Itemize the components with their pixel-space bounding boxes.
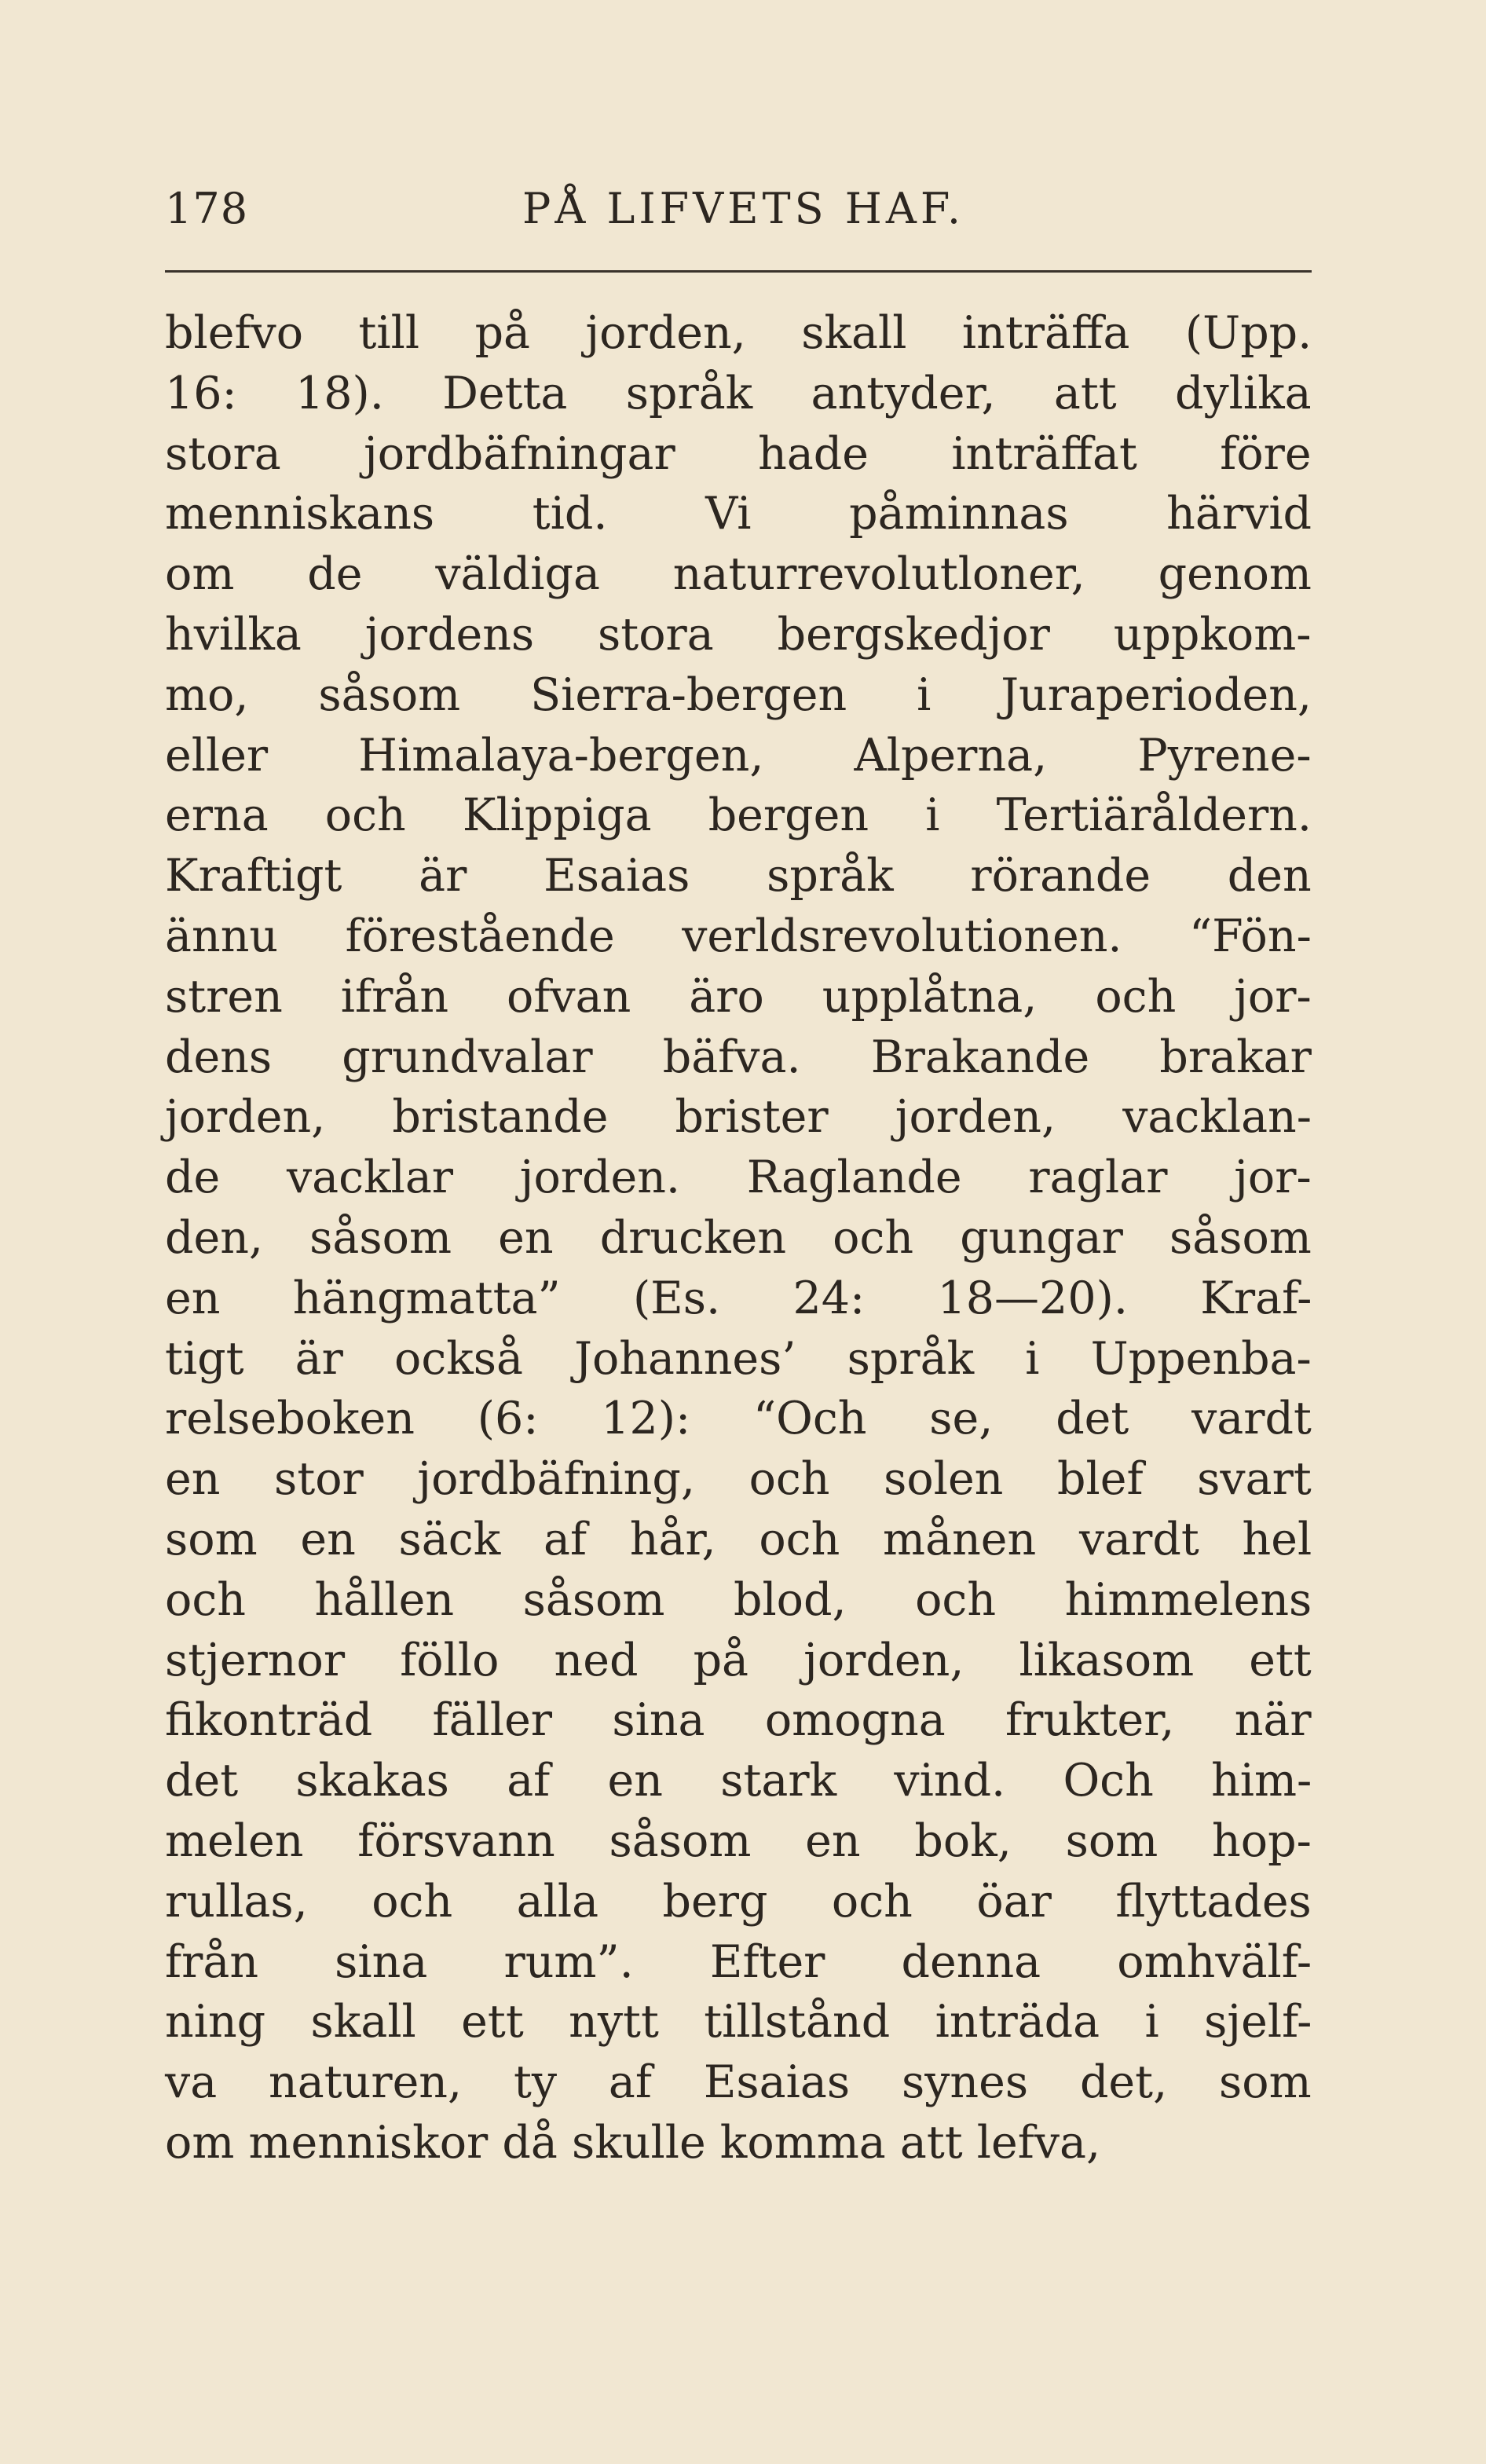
text-line: stjernor föllo ned på jorden, likasom ett [165, 1634, 1312, 1686]
text-line: mo, såsom Sierra-bergen i Juraperioden, [165, 668, 1312, 721]
text-line: från sina rum”. Efter denna omhvälf- [165, 1935, 1312, 1988]
body-text [165, 303, 1327, 2173]
text-line: ning skall ett nytt tillstånd inträda i sjelf- [165, 1996, 1312, 2048]
text-line: eller Himalaya-bergen, Alperna, Pyrene- [165, 729, 1312, 782]
text-line: om de väldiga naturrevolutloner, genom [165, 548, 1312, 601]
text-line: stora jordbäfningar hade inträffat före [165, 427, 1312, 480]
text-line: den, såsom en drucken och gungar såsom [165, 1211, 1312, 1264]
text-line: ännu förestående verldsrevolutionen. “Fön- [165, 910, 1312, 962]
text-line: stren ifrån ofvan äro upplåtna, och jor- [165, 970, 1312, 1023]
text-line: det skakas af en stark vind. Och him- [165, 1755, 1312, 1807]
text-line: en hängmatta” (Es. 24: 18—20). Kraf- [165, 1272, 1312, 1324]
text-line: som en säck af hår, och månen vardt hel [165, 1513, 1312, 1565]
text-line: rullas, och alla berg och öar flyttades [165, 1875, 1312, 1928]
text-line: fikonträd fäller sina omogna frukter, när [165, 1694, 1312, 1747]
text-line: hvilka jordens stora bergskedjor uppkom- [165, 608, 1312, 661]
text-line: erna och Klippiga bergen i Tertiäråldern. [165, 789, 1312, 842]
page-number: 178 [165, 184, 249, 233]
text-line: en stor jordbäfning, och solen blef svart [165, 1453, 1312, 1506]
text-line: blefvo till på jorden, skall inträffa (Upp. [165, 307, 1312, 359]
text-line: jorden, bristande brister jorden, vacklan- [165, 1091, 1312, 1144]
text-line: om menniskor då skulle komma att lefva, [165, 2116, 1101, 2169]
text-line: melen försvann såsom en bok, som hop- [165, 1814, 1312, 1867]
page-header [165, 178, 1312, 240]
text-line: tigt är också Johannes’ språk i Uppenba- [165, 1332, 1312, 1385]
text-line: Kraftigt är Esaias språk rörande den [165, 850, 1312, 902]
text-line: 16: 18). Detta språk antyder, att dylika [165, 367, 1312, 419]
text-line: och hållen såsom blod, och himmelens [165, 1573, 1312, 1626]
header-rule [165, 270, 1312, 273]
text-line: dens grundvalar bäfva. Brakande brakar [165, 1031, 1312, 1083]
text-line: relseboken (6: 12): “Och se, det vardt [165, 1393, 1312, 1445]
running-title: PÅ LIFVETS HAF. [522, 184, 965, 233]
text-line: va naturen, ty af Esaias synes det, som [165, 2056, 1312, 2109]
text-line: de vacklar jorden. Raglande raglar jor- [165, 1151, 1312, 1204]
text-line: menniskans tid. Vi påminnas härvid [165, 488, 1312, 540]
